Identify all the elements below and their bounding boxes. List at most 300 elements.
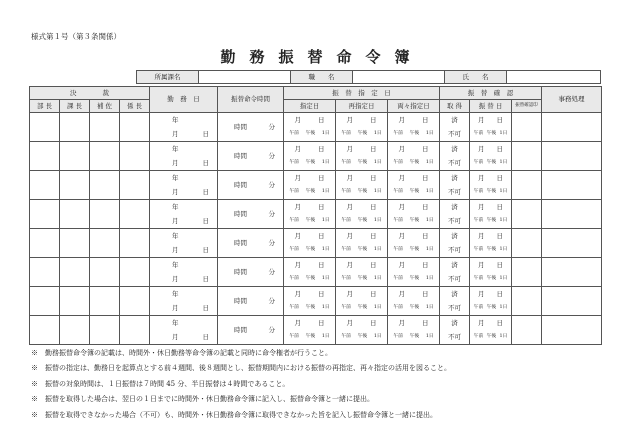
table-row [30,287,602,316]
pm-label: 午後 [409,159,420,165]
month-label: 月 [478,261,485,270]
am-label: 午前 [393,333,403,339]
minute-label: 分 [268,209,275,218]
am-label: 午前 [473,246,484,252]
stamp-cell[interactable] [512,142,542,171]
one-day-label: 1日 [499,130,508,136]
pm-label: 午後 [486,217,497,223]
one-day-label: 1日 [321,304,330,310]
pm-label: 午後 [305,130,316,136]
month-label: 月 [398,203,405,212]
transfer-date-cell[interactable] [470,229,512,258]
order-time-cell[interactable] [218,142,284,171]
approval-cell[interactable] [60,316,90,345]
designation-cell[interactable] [336,142,388,171]
note-item: ※ 振替の指定は、勤務日を起算点とする前４週間、後８週間とし、振替期間内における振替の再指定、再々指定の活用を図ること。 [31,364,451,373]
office-cell[interactable] [542,287,602,316]
order-time-cell[interactable] [218,171,284,200]
year-label: 年 [172,261,179,269]
pm-label: 午後 [357,188,368,194]
pm-label: 午後 [357,217,368,223]
designation-cell[interactable] [284,258,336,287]
year-label: 年 [172,145,179,153]
month-label: 月 [398,319,405,328]
month-label: 月 [346,145,353,154]
day-label: 日 [370,261,377,270]
notes [31,346,611,423]
stamp-cell[interactable] [512,258,542,287]
one-day-label: 1日 [373,217,382,223]
designation-cell[interactable] [336,171,388,200]
office-cell[interactable] [542,229,602,258]
confirm-col-acquire: 取 得 [440,100,470,113]
month-label: 月 [478,203,485,212]
approval-cell[interactable] [90,258,120,287]
one-day-label: 1日 [321,159,330,165]
am-label: 午前 [289,159,299,165]
designation-cell[interactable] [388,171,440,200]
am-label: 午前 [393,217,403,223]
done-label: 済 [451,116,458,124]
month-label: 月 [172,158,179,167]
work-day-cell[interactable] [150,258,218,287]
day-label: 日 [422,174,429,183]
position-field[interactable] [353,71,445,84]
designation-cell[interactable] [284,229,336,258]
designation-cell[interactable] [336,258,388,287]
am-label: 午前 [393,130,403,136]
work-day-cell[interactable] [150,113,218,142]
order-time-cell[interactable] [218,113,284,142]
approval-cell[interactable] [90,113,120,142]
approval-cell[interactable] [30,113,60,142]
month-label: 月 [398,290,405,299]
approval-cell[interactable] [60,142,90,171]
am-label: 午前 [393,159,403,165]
month-label: 月 [346,261,353,270]
month-label: 月 [478,319,485,328]
office-cell[interactable] [542,142,602,171]
approval-cell[interactable] [120,258,150,287]
transfer-date-cell[interactable] [470,316,512,345]
month-label: 月 [294,174,301,183]
month-label: 月 [398,261,405,270]
approval-cell[interactable] [30,287,60,316]
acquire-cell[interactable] [440,200,470,229]
confirm-col-stamp: 振替確認印 [512,100,542,113]
am-label: 午前 [473,333,484,339]
month-label: 月 [172,129,179,138]
acquire-cell[interactable] [440,287,470,316]
day-label: 日 [318,261,325,270]
year-label: 年 [172,290,179,298]
am-label: 午前 [473,275,484,281]
table-row [30,316,602,345]
pm-label: 午後 [357,159,368,165]
month-label: 月 [478,174,485,183]
note-item: ※ 振替を取得した場合は、翌日の１日までに時間外・休日勤務命令簿に記入し、振替命令簿と一緒に提出。 [31,395,374,404]
transfer-date-cell[interactable] [470,171,512,200]
pm-label: 午後 [486,130,497,136]
one-day-label: 1日 [499,217,508,223]
one-day-label: 1日 [321,333,330,339]
day-label: 日 [496,145,504,154]
pm-label: 午後 [486,188,497,194]
day-label: 日 [318,116,325,125]
office-cell[interactable] [542,113,602,142]
approval-cell[interactable] [120,316,150,345]
pm-label: 午後 [409,246,420,252]
hour-label: 時間 [234,238,247,247]
approval-cell[interactable] [30,258,60,287]
approval-cell[interactable] [120,142,150,171]
one-day-label: 1日 [373,130,382,136]
acquire-cell[interactable] [440,113,470,142]
approval-cell[interactable] [30,171,60,200]
day-label: 日 [318,203,325,212]
one-day-label: 1日 [425,304,434,310]
one-day-label: 1日 [321,246,330,252]
designation-cell[interactable] [336,316,388,345]
order-time-cell[interactable] [218,258,284,287]
one-day-label: 1日 [425,188,434,194]
day-label: 日 [370,116,377,125]
day-label: 日 [202,129,209,138]
month-label: 月 [346,203,353,212]
day-label: 日 [422,232,429,241]
name-label: 氏 名 [445,71,507,84]
page-title: 勤務振替命令簿 [220,48,424,66]
transfer-date-cell[interactable] [470,113,512,142]
stamp-cell[interactable] [512,113,542,142]
day-label: 日 [422,116,429,125]
approval-cell[interactable] [60,113,90,142]
position-label: 職 名 [291,71,353,84]
day-label: 日 [370,232,377,241]
designation-cell[interactable] [336,200,388,229]
designation-col-3: 両々指定日 [388,100,440,113]
stamp-cell[interactable] [512,200,542,229]
am-label: 午前 [289,333,299,339]
designation-cell[interactable] [336,229,388,258]
month-label: 月 [478,290,485,299]
approval-cell[interactable] [60,200,90,229]
order-time-cell[interactable] [218,200,284,229]
day-label: 日 [496,232,504,241]
one-day-label: 1日 [425,246,434,252]
minute-label: 分 [268,325,275,334]
work-day-header: 勤 務 日 [150,87,218,113]
pm-label: 午後 [305,304,316,310]
month-label: 月 [172,274,179,283]
minute-label: 分 [268,151,275,160]
name-field[interactable] [507,71,601,84]
stamp-cell[interactable] [512,171,542,200]
approval-cell[interactable] [90,287,120,316]
designation-cell[interactable] [388,258,440,287]
office-cell[interactable] [542,258,602,287]
hour-label: 時間 [234,151,247,160]
office-cell[interactable] [542,316,602,345]
not-possible-label: 不可 [448,274,462,283]
work-day-cell[interactable] [150,142,218,171]
approval-col-assistant: 補 佐 [90,100,120,113]
done-label: 済 [451,145,458,153]
am-label: 午前 [473,130,484,136]
designation-cell[interactable] [388,316,440,345]
approval-cell[interactable] [30,142,60,171]
designation-cell[interactable] [284,200,336,229]
transfer-date-cell[interactable] [470,258,512,287]
am-label: 午前 [473,217,484,223]
done-label: 済 [451,232,458,240]
day-label: 日 [496,116,504,125]
day-label: 日 [202,303,209,312]
am-label: 午前 [289,217,299,223]
designation-cell[interactable] [388,113,440,142]
office-cell[interactable] [542,200,602,229]
am-label: 午前 [341,217,351,223]
designation-cell[interactable] [388,200,440,229]
approval-cell[interactable] [90,171,120,200]
confirm-col-date: 振 替 日 [470,100,512,113]
month-label: 月 [478,145,485,154]
one-day-label: 1日 [425,130,434,136]
done-label: 済 [451,203,458,211]
am-label: 午前 [393,246,403,252]
transfer-date-cell[interactable] [470,142,512,171]
work-day-cell[interactable] [150,316,218,345]
pm-label: 午後 [486,246,497,252]
pm-label: 午後 [305,333,316,339]
month-label: 月 [398,116,405,125]
am-label: 午前 [473,159,484,165]
day-label: 日 [496,290,504,299]
table-row [30,258,602,287]
approval-cell[interactable] [60,229,90,258]
am-label: 午前 [473,304,484,310]
am-label: 午前 [289,304,299,310]
approval-header: 決 裁 [30,87,150,100]
am-label: 午前 [341,304,351,310]
one-day-label: 1日 [499,159,508,165]
acquire-cell[interactable] [440,229,470,258]
stamp-cell[interactable] [512,229,542,258]
am-label: 午前 [289,130,299,136]
am-label: 午前 [289,275,299,281]
approval-cell[interactable] [90,316,120,345]
work-day-cell[interactable] [150,229,218,258]
table-row [30,229,602,258]
month-label: 月 [346,174,353,183]
designation-cell[interactable] [284,171,336,200]
year-label: 年 [172,203,179,211]
acquire-cell[interactable] [440,142,470,171]
approval-col-chief: 係 長 [120,100,150,113]
pm-label: 午後 [357,246,368,252]
designation-cell[interactable] [284,142,336,171]
month-label: 月 [398,232,405,241]
day-label: 日 [422,203,429,212]
approval-cell[interactable] [120,229,150,258]
hour-label: 時間 [234,122,247,131]
minute-label: 分 [268,267,275,276]
designation-cell[interactable] [388,287,440,316]
month-label: 月 [172,303,179,312]
one-day-label: 1日 [373,333,382,339]
pm-label: 午後 [305,246,316,252]
work-day-cell[interactable] [150,171,218,200]
minute-label: 分 [268,180,275,189]
approval-cell[interactable] [90,142,120,171]
stamp-cell[interactable] [512,316,542,345]
designation-cell[interactable] [284,287,336,316]
month-label: 月 [294,232,301,241]
hour-label: 時間 [234,325,247,334]
form-id: 様式第１号（第３条関係） [31,32,121,41]
pm-label: 午後 [409,304,420,310]
one-day-label: 1日 [373,188,382,194]
designation-cell[interactable] [388,142,440,171]
office-cell[interactable] [542,171,602,200]
approval-cell[interactable] [30,316,60,345]
transfer-date-cell[interactable] [470,287,512,316]
work-day-cell[interactable] [150,287,218,316]
one-day-label: 1日 [425,275,434,281]
month-label: 月 [346,290,353,299]
note-item: ※ 振替を取得できなかった場合（不可）も、時間外・休日勤務命令簿に取得できなかった旨を記入し振替命令簿と一緒に提出。 [31,410,437,419]
one-day-label: 1日 [373,275,382,281]
one-day-label: 1日 [499,304,508,310]
approval-cell[interactable] [60,258,90,287]
am-label: 午前 [393,275,403,281]
pm-label: 午後 [357,304,368,310]
one-day-label: 1日 [499,333,508,339]
approval-cell[interactable] [30,229,60,258]
designation-cell[interactable] [336,113,388,142]
acquire-cell[interactable] [440,171,470,200]
table-row [30,200,602,229]
table-row [30,113,602,142]
designation-cell[interactable] [284,113,336,142]
office-header: 事務処理 [542,87,602,113]
one-day-label: 1日 [321,275,330,281]
hour-label: 時間 [234,209,247,218]
hour-label: 時間 [234,267,247,276]
transfer-date-cell[interactable] [470,200,512,229]
not-possible-label: 不可 [448,303,462,312]
am-label: 午前 [289,188,299,194]
approval-cell[interactable] [120,287,150,316]
approval-cell[interactable] [60,287,90,316]
day-label: 日 [370,174,377,183]
pm-label: 午後 [357,130,368,136]
day-label: 日 [318,174,325,183]
hour-label: 時間 [234,180,247,189]
pm-label: 午後 [357,275,368,281]
month-label: 月 [172,216,179,225]
designation-header: 振 替 指 定 日 [284,87,440,100]
info-table [136,70,601,84]
done-label: 済 [451,290,458,298]
not-possible-label: 不可 [448,332,462,341]
day-label: 日 [496,261,504,270]
day-label: 日 [496,319,504,328]
day-label: 日 [318,319,325,328]
one-day-label: 1日 [499,275,508,281]
day-label: 日 [318,290,325,299]
day-label: 日 [202,245,209,254]
order-time-header: 振替命令時間 [218,87,284,113]
month-label: 月 [346,116,353,125]
day-label: 日 [202,158,209,167]
confirm-header: 振 替 確 認 [440,87,542,100]
stamp-cell[interactable] [512,287,542,316]
order-time-cell[interactable] [218,229,284,258]
approval-cell[interactable] [90,229,120,258]
am-label: 午前 [341,188,351,194]
month-label: 月 [172,332,179,341]
pm-label: 午後 [486,159,497,165]
day-label: 日 [370,319,377,328]
hour-label: 時間 [234,296,247,305]
approval-cell[interactable] [60,171,90,200]
am-label: 午前 [341,246,351,252]
approval-cell[interactable] [120,113,150,142]
pm-label: 午後 [486,304,497,310]
approval-cell[interactable] [30,200,60,229]
one-day-label: 1日 [373,304,382,310]
approval-cell[interactable] [90,200,120,229]
am-label: 午前 [341,159,351,165]
work-day-cell[interactable] [150,200,218,229]
minute-label: 分 [268,296,275,305]
month-label: 月 [346,232,353,241]
day-label: 日 [370,203,377,212]
day-label: 日 [422,319,429,328]
pm-label: 午後 [357,333,368,339]
approval-cell[interactable] [120,171,150,200]
approval-cell[interactable] [120,200,150,229]
pm-label: 午後 [486,333,497,339]
one-day-label: 1日 [321,188,330,194]
month-label: 月 [172,245,179,254]
minute-label: 分 [268,238,275,247]
one-day-label: 1日 [499,246,508,252]
dept-field[interactable] [199,71,291,84]
day-label: 日 [318,232,325,241]
day-label: 日 [202,187,209,196]
designation-cell[interactable] [336,287,388,316]
pm-label: 午後 [409,217,420,223]
am-label: 午前 [289,246,299,252]
done-label: 済 [451,174,458,182]
not-possible-label: 不可 [448,129,462,138]
month-label: 月 [294,116,301,125]
one-day-label: 1日 [373,246,382,252]
acquire-cell[interactable] [440,258,470,287]
order-time-cell[interactable] [218,287,284,316]
designation-cell[interactable] [284,316,336,345]
order-time-cell[interactable] [218,316,284,345]
day-label: 日 [370,290,377,299]
day-label: 日 [370,145,377,154]
day-label: 日 [202,216,209,225]
one-day-label: 1日 [321,130,330,136]
acquire-cell[interactable] [440,316,470,345]
designation-cell[interactable] [388,229,440,258]
not-possible-label: 不可 [448,245,462,254]
